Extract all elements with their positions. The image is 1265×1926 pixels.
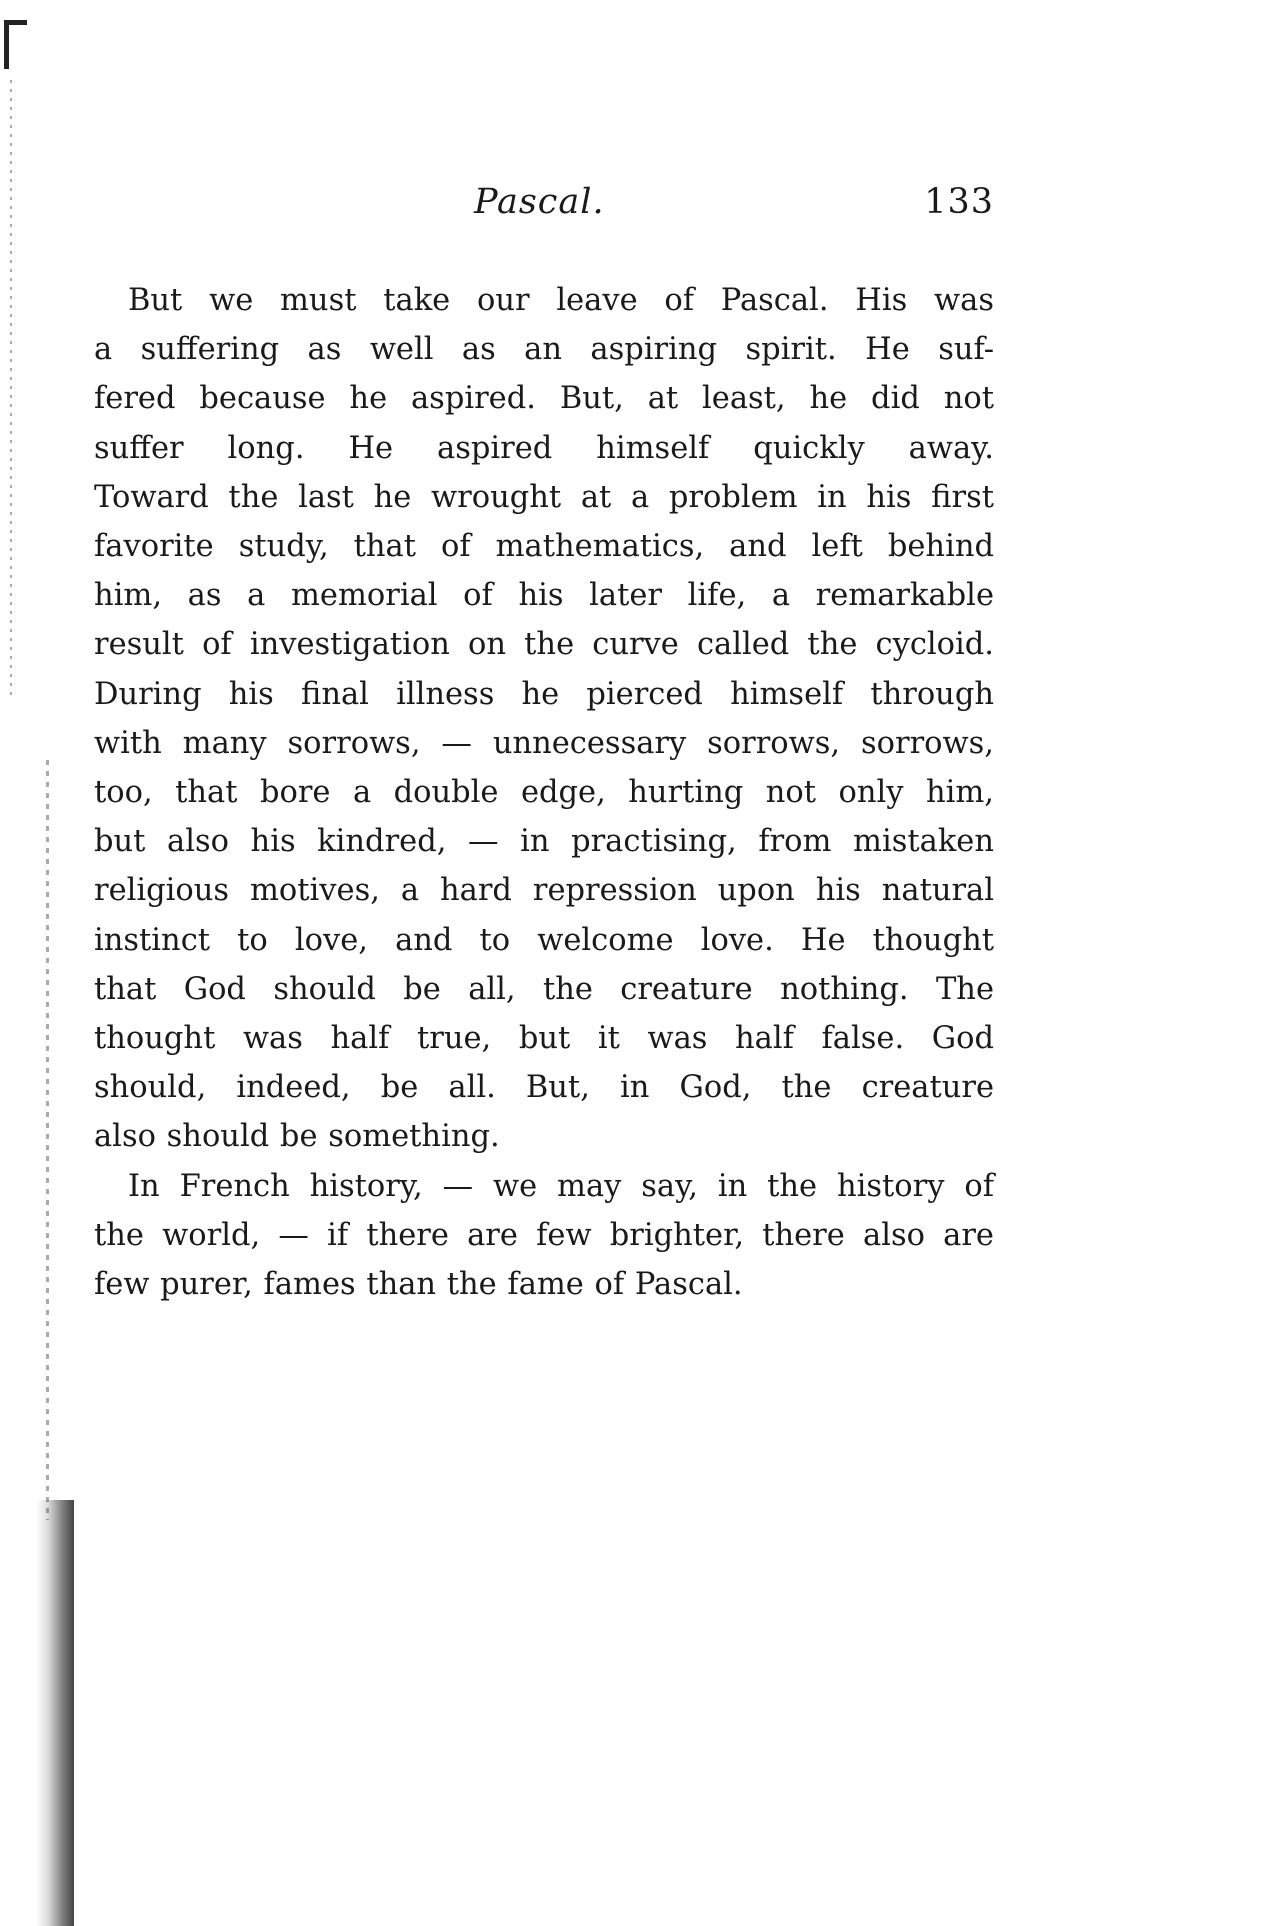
text-line: a suffering as well as an aspiring spirit. He suf- [94, 332, 994, 368]
text-line: But we must take our leave of Pascal. His was [128, 283, 994, 318]
paragraph-2 [94, 1162, 994, 1310]
text-line: should, indeed, be all. But, in God, the creature [94, 1070, 994, 1106]
text-line: thought was half true, but it was half false. God [94, 1021, 994, 1057]
text-line: with many sorrows, — unnecessary sorrows, sorrows, [94, 725, 994, 761]
text-line: Toward the last he wrought at a problem in his first [94, 479, 994, 515]
text-line: In French history, — we may say, in the history of [128, 1168, 994, 1204]
text-line: favorite study, that of mathematics, and left behind [94, 529, 994, 565]
text-line: but also his kindred, — in practising, from mistaken [94, 824, 994, 860]
text-line: too, that bore a double edge, hurting not only him, [94, 775, 994, 811]
text-line: religious motives, a hard repression upon his natural [94, 873, 994, 909]
text-line: also should be something. [94, 1119, 500, 1155]
scan-corner-mark [4, 20, 27, 69]
text-line: the world, — if there are few brighter, there also are [94, 1217, 994, 1253]
text-line: During his final illness he pierced himself through [94, 676, 994, 712]
scan-binding-shadow [36, 1500, 74, 1926]
text-line: fered because he aspired. But, at least, he did not [94, 381, 994, 417]
running-title: Pascal. [474, 182, 605, 222]
text-line: suffer long. He aspired himself quickly away. [94, 430, 994, 466]
scan-speckle [10, 80, 12, 700]
text-line: few purer, fames than the fame of Pascal. [94, 1267, 743, 1303]
text-line: result of investigation on the curve called the cycloid. [94, 627, 994, 663]
text-line: him, as a memorial of his later life, a remarkable [94, 578, 994, 614]
scan-binding-line [46, 760, 49, 1520]
running-head [94, 182, 994, 232]
page-number: 133 [924, 182, 994, 222]
body-text [94, 276, 994, 1309]
paragraph-1 [94, 276, 994, 1162]
text-line: that God should be all, the creature nothing. The [94, 971, 994, 1007]
binding-gutter [0, 0, 78, 1926]
text-line: instinct to love, and to welcome love. He thought [94, 922, 994, 958]
